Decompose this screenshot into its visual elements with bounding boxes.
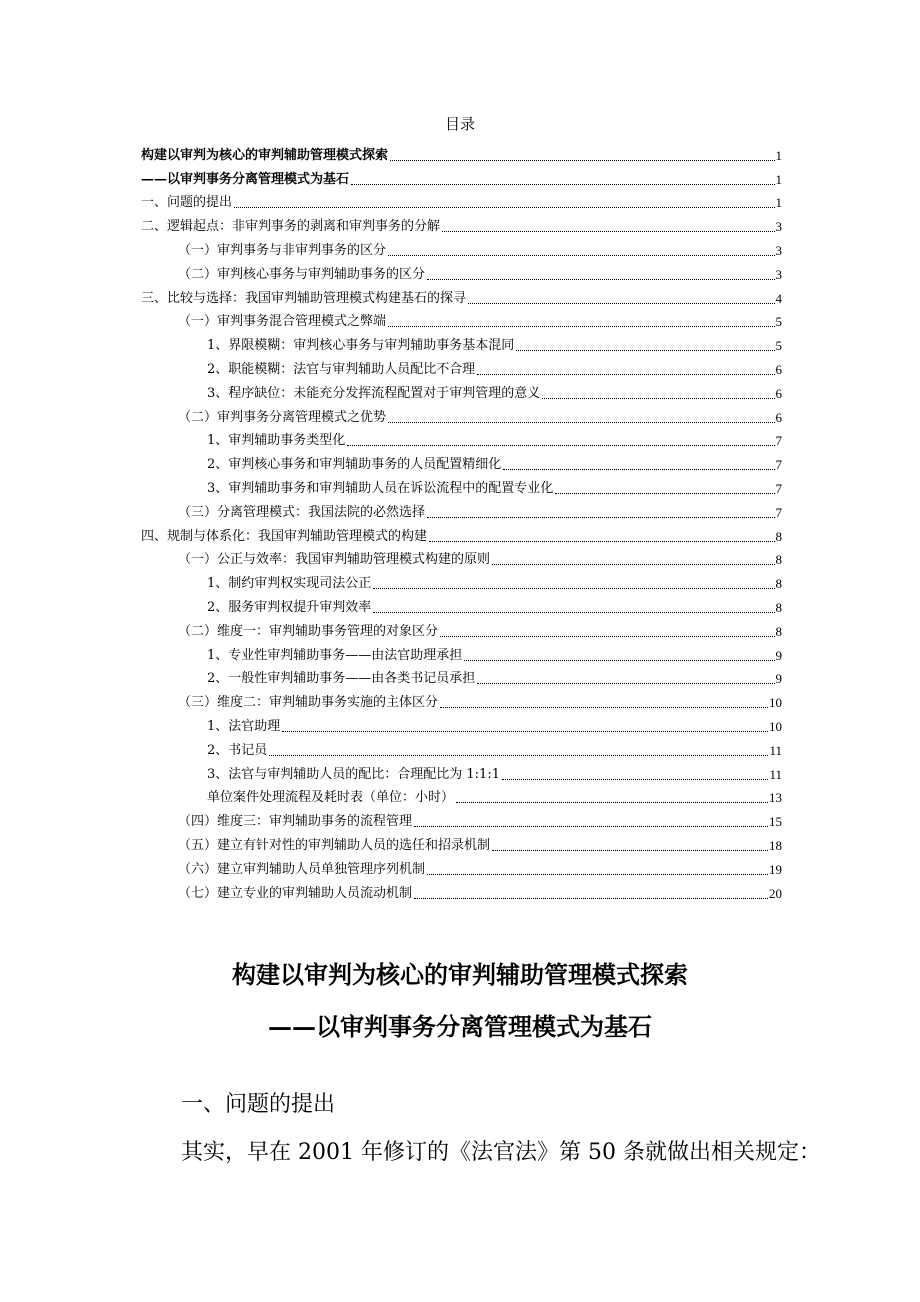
toc-page-number: 9	[775, 647, 782, 663]
toc-dot-leader	[388, 254, 774, 256]
toc-entry-text: 三、比较与选择：我国审判辅助管理模式构建基石的探寻	[141, 290, 467, 306]
toc-entry[interactable]	[141, 235, 782, 259]
toc-dot-leader	[373, 611, 774, 613]
toc-page-number: 5	[775, 338, 782, 354]
toc-page-number: 11	[769, 766, 782, 782]
toc-entry-text: 2、书记员	[207, 742, 268, 758]
toc-page-number: 3	[775, 266, 782, 282]
toc-dot-leader	[456, 801, 768, 803]
toc-page-number: 11	[769, 742, 782, 758]
toc-entry-text: 3、程序缺位：未能充分发挥流程配置对于审判管理的意义	[207, 385, 541, 401]
toc-entry[interactable]	[141, 711, 782, 735]
toc-entry-text: 构建以审判为核心的审判辅助管理模式探索	[141, 147, 389, 163]
toc-page-number: 3	[775, 242, 782, 258]
toc-dot-leader	[414, 897, 768, 899]
toc-page-number: 3	[775, 219, 782, 235]
toc-entry-text: 3、法官与审判辅助人员的配比：合理配比为 1:1:1	[207, 766, 500, 782]
toc-dot-leader	[502, 778, 768, 780]
toc-entry[interactable]	[141, 188, 782, 212]
toc-dot-leader	[429, 540, 774, 542]
toc-dot-leader	[414, 825, 768, 827]
toc-entry[interactable]	[141, 878, 782, 902]
toc-dot-leader	[542, 397, 774, 399]
toc-entry-text: 一、问题的提出	[141, 195, 233, 211]
toc-page-number: 6	[775, 385, 782, 401]
toc-entry-text: 2、审判核心事务和审判辅助事务的人员配置精细化	[207, 457, 502, 473]
toc-page-number: 8	[775, 623, 782, 639]
toc-page-number: 8	[775, 552, 782, 568]
toc-page-number: 8	[775, 576, 782, 592]
toc-entry[interactable]	[141, 521, 782, 545]
toc-entry[interactable]	[141, 426, 782, 450]
toc-entry[interactable]	[141, 759, 782, 783]
toc-page-number: 15	[769, 814, 782, 830]
toc-entry-text: （一）审判事务混合管理模式之弊端	[178, 314, 387, 330]
toc-page-number: 8	[775, 599, 782, 615]
toc-entry[interactable]	[141, 497, 782, 521]
toc-dot-leader	[555, 492, 774, 494]
toc-entry-text: 二、逻辑起点：非审判事务的剥离和审判事务的分解	[141, 219, 441, 235]
toc-entry[interactable]	[141, 616, 782, 640]
toc-entry[interactable]	[141, 307, 782, 331]
toc-entry-text: 1、制约审判权实现司法公正	[207, 576, 372, 592]
toc-page-number: 19	[769, 861, 782, 877]
toc-dot-leader	[427, 278, 774, 280]
toc-page-number: 13	[769, 790, 782, 806]
toc-entry-text: ——以审判事务分离管理模式为基石	[141, 171, 350, 187]
toc-dot-leader	[347, 444, 774, 446]
toc-entry[interactable]	[141, 164, 782, 188]
toc-entry-text: 3、审判辅助事务和审判辅助人员在诉讼流程中的配置专业化	[207, 480, 554, 496]
toc-entry[interactable]	[141, 568, 782, 592]
toc-page-number: 9	[775, 671, 782, 687]
toc-entry[interactable]	[141, 687, 782, 711]
toc-page-number: 6	[775, 409, 782, 425]
toc-entry-text: （二）审判核心事务与审判辅助事务的区分	[178, 266, 426, 282]
toc-page-number: 20	[769, 885, 782, 901]
toc-entry-text: （二）审判事务分离管理模式之优势	[178, 409, 387, 425]
toc-entry-text: （三）分离管理模式：我国法院的必然选择	[178, 504, 426, 520]
toc-entry[interactable]	[141, 806, 782, 830]
toc-entry-text: 1、审判辅助事务类型化	[207, 433, 346, 449]
body-paragraph: 其实，早在 2001 年修订的《法官法》第 50 条就做出相关规定：	[181, 1140, 821, 1165]
toc-page-number: 18	[769, 837, 782, 853]
toc-entry-text: 1、专业性审判辅助事务——由法官助理承担	[207, 647, 463, 663]
toc-dot-leader	[388, 325, 774, 327]
toc-dot-leader	[427, 873, 768, 875]
toc-entry[interactable]	[141, 354, 782, 378]
section-heading: 一、问题的提出	[181, 1092, 336, 1117]
toc-dot-leader	[269, 754, 768, 756]
toc-dot-leader	[440, 706, 768, 708]
toc-entry-text: （六）建立审判辅助人员单独管理序列机制	[178, 861, 426, 877]
toc-page-number: 10	[769, 718, 782, 734]
toc-entry[interactable]	[141, 664, 782, 688]
toc-entry[interactable]	[141, 592, 782, 616]
toc-dot-leader	[492, 563, 774, 565]
toc-entry-text: （三）维度二：审判辅助事务实施的主体区分	[178, 695, 439, 711]
toc-entry-text: （二）维度一：审判辅助事务管理的对象区分	[178, 623, 439, 639]
toc-page-number: 10	[769, 695, 782, 711]
toc-entry-text: 1、法官助理	[207, 718, 281, 734]
toc-page-number: 1	[775, 171, 782, 187]
toc-entry-text: （一）审判事务与非审判事务的区分	[178, 242, 387, 258]
toc-dot-leader	[492, 849, 768, 851]
toc-page-number: 5	[775, 314, 782, 330]
table-of-contents	[141, 140, 782, 902]
toc-entry[interactable]	[141, 473, 782, 497]
toc-page-number: 7	[775, 480, 782, 496]
toc-entry-text: 2、服务审判权提升审判效率	[207, 599, 372, 615]
toc-entry[interactable]	[141, 211, 782, 235]
toc-entry[interactable]	[141, 830, 782, 854]
document-title: 构建以审判为核心的审判辅助管理模式探索	[232, 960, 688, 989]
toc-dot-leader	[442, 230, 774, 232]
toc-dot-leader	[351, 183, 774, 185]
toc-dot-leader	[373, 587, 774, 589]
document-subtitle: ——以审判事务分离管理模式为基石	[268, 1012, 652, 1041]
toc-page-number: 7	[775, 457, 782, 473]
toc-entry-text: 四、规制与体系化：我国审判辅助管理模式的构建	[141, 528, 428, 544]
toc-entry-text: 2、一般性审判辅助事务——由各类书记员承担	[207, 671, 476, 687]
toc-dot-leader	[477, 373, 774, 375]
toc-entry-text: （七）建立专业的审判辅助人员流动机制	[178, 885, 413, 901]
toc-page-number: 6	[775, 361, 782, 377]
toc-entry[interactable]	[141, 735, 782, 759]
toc-dot-leader	[516, 349, 774, 351]
toc-page-number: 8	[775, 528, 782, 544]
toc-dot-leader	[468, 302, 774, 304]
toc-page-number: 7	[775, 504, 782, 520]
toc-entry[interactable]	[141, 259, 782, 283]
toc-entry-text: 单位案件处理流程及耗时表（单位：小时）	[207, 790, 455, 806]
toc-title: 目录	[444, 115, 475, 133]
toc-dot-leader	[440, 635, 774, 637]
toc-dot-leader	[234, 206, 774, 208]
toc-entry[interactable]	[141, 545, 782, 569]
toc-entry-text: 1、界限模糊：审判核心事务与审判辅助事务基本混同	[207, 338, 515, 354]
toc-entry[interactable]	[141, 140, 782, 164]
toc-dot-leader	[503, 468, 774, 470]
toc-entry[interactable]	[141, 449, 782, 473]
toc-entry[interactable]	[141, 330, 782, 354]
toc-dot-leader	[282, 730, 768, 732]
toc-page-number: 4	[775, 290, 782, 306]
toc-page-number: 7	[775, 433, 782, 449]
toc-dot-leader	[388, 421, 774, 423]
toc-entry-text: 2、职能模糊：法官与审判辅助人员配比不合理	[207, 361, 476, 377]
toc-entry[interactable]	[141, 378, 782, 402]
toc-entry[interactable]	[141, 402, 782, 426]
toc-page-number: 1	[775, 147, 782, 163]
toc-entry-text: （一）公正与效率：我国审判辅助管理模式构建的原则	[178, 552, 491, 568]
toc-dot-leader	[464, 659, 774, 661]
toc-dot-leader	[477, 682, 774, 684]
toc-entry-text: （五）建立有针对性的审判辅助人员的选任和招录机制	[178, 837, 491, 853]
toc-dot-leader	[427, 516, 774, 518]
toc-page-number: 1	[775, 195, 782, 211]
toc-entry[interactable]	[141, 283, 782, 307]
toc-entry[interactable]	[141, 783, 782, 807]
toc-dot-leader	[390, 159, 774, 161]
toc-entry[interactable]	[141, 640, 782, 664]
toc-entry-text: （四）维度三：审判辅助事务的流程管理	[178, 814, 413, 830]
toc-entry[interactable]	[141, 854, 782, 878]
